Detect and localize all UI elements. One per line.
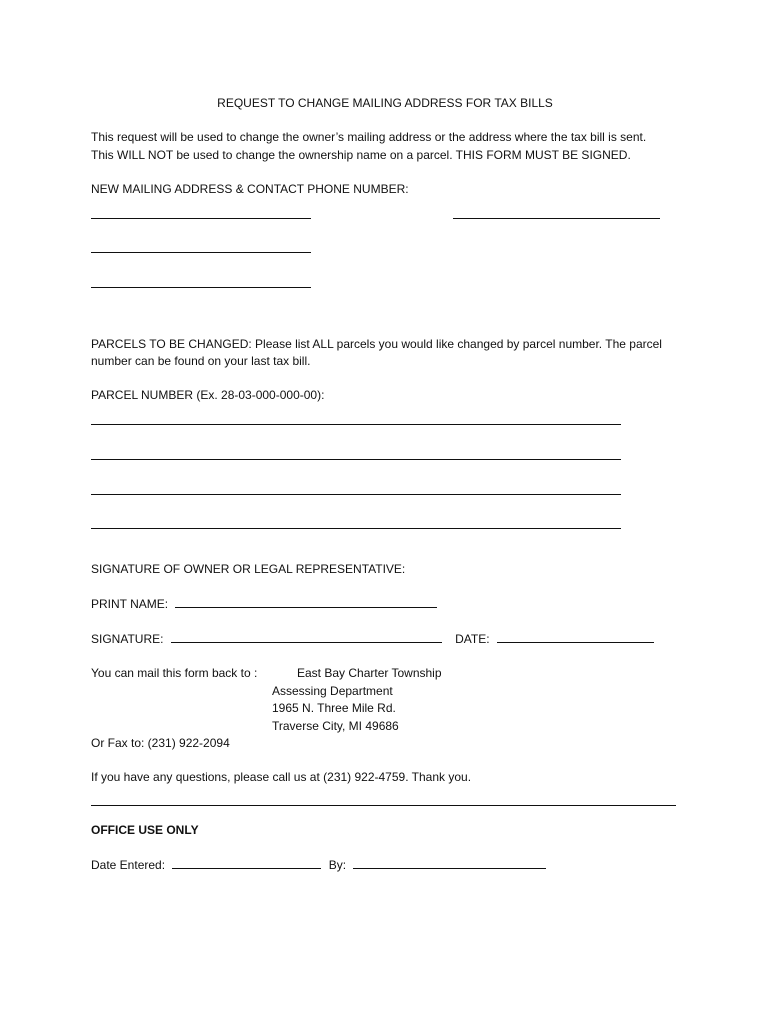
date-line[interactable]: [497, 630, 654, 643]
by-line[interactable]: [353, 856, 546, 869]
new-address-heading: NEW MAILING ADDRESS & CONTACT PHONE NUMBER:: [91, 182, 409, 196]
office-row: [91, 856, 546, 874]
fax-line: Or Fax to: (231) 922-2094: [91, 736, 230, 750]
signature-heading: SIGNATURE OF OWNER OR LEGAL REPRESENTATIVE:: [91, 562, 406, 576]
parcel-line-2[interactable]: [91, 459, 621, 460]
office-use-heading: OFFICE USE ONLY: [91, 823, 199, 837]
address-line-2[interactable]: [91, 252, 311, 253]
date-label: DATE:: [455, 632, 490, 646]
by-label: By:: [328, 858, 347, 872]
office-divider: [91, 805, 676, 806]
parcel-line-3[interactable]: [91, 494, 621, 495]
signature-line[interactable]: [171, 630, 442, 643]
signature-row: [91, 630, 654, 648]
print-name-label: PRINT NAME:: [91, 597, 169, 611]
parcels-instructions-line-1: PARCELS TO BE CHANGED: Please list ALL parcels you would like changed by parcel number. The parcel: [91, 337, 662, 351]
parcel-number-label: PARCEL NUMBER (Ex. 28-03-000-000-00):: [91, 388, 325, 402]
intro-line-2: This WILL NOT be used to change the ownership name on a parcel. THIS FORM MUST BE SIGNED.: [91, 148, 631, 162]
form-title: REQUEST TO CHANGE MAILING ADDRESS FOR TAX BILLS: [217, 96, 553, 110]
parcel-line-4[interactable]: [91, 528, 621, 529]
mail-org: East Bay Charter Township: [297, 666, 442, 680]
mail-dept: Assessing Department: [272, 684, 393, 698]
signature-label: SIGNATURE:: [91, 632, 164, 646]
phone-line[interactable]: [453, 218, 660, 219]
date-entered-line[interactable]: [172, 856, 321, 869]
print-name-row: [91, 595, 437, 613]
questions-line: If you have any questions, please call us at (231) 922-4759. Thank you.: [91, 770, 472, 784]
mail-label: You can mail this form back to :: [91, 666, 258, 680]
intro-line-1: This request will be used to change the owner’s mailing address or the address where the tax bill is sent.: [91, 130, 647, 144]
mail-street: 1965 N. Three Mile Rd.: [272, 701, 396, 715]
date-entered-label: Date Entered:: [91, 858, 166, 872]
parcel-line-1[interactable]: [91, 424, 621, 425]
address-line-1[interactable]: [91, 218, 311, 219]
print-name-line[interactable]: [175, 595, 437, 608]
mail-city: Traverse City, MI 49686: [272, 719, 399, 733]
parcels-instructions-line-2: number can be found on your last tax bill.: [91, 354, 311, 368]
address-line-3[interactable]: [91, 287, 311, 288]
